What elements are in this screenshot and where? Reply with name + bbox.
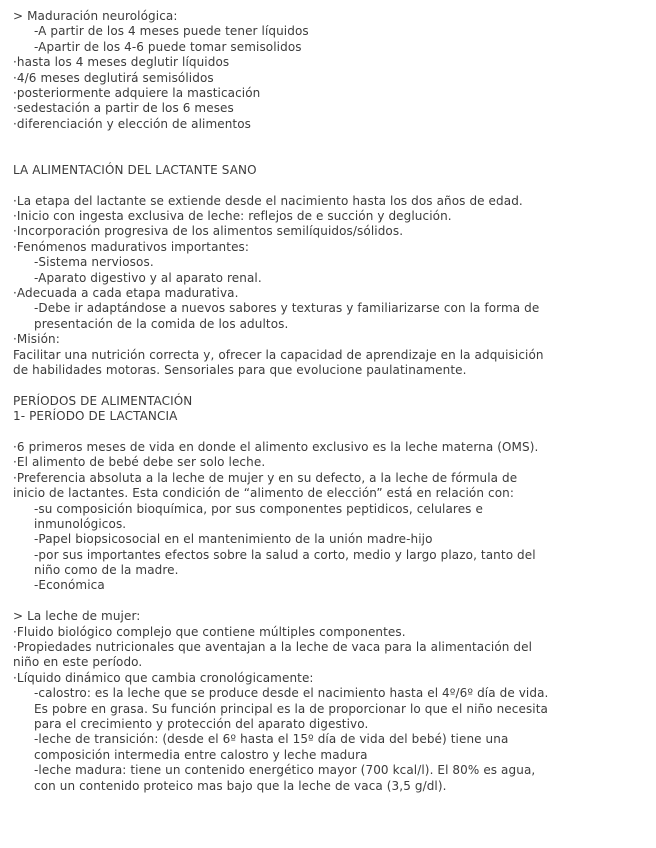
text-line: -A partir de los 4 meses puede tener líquidos xyxy=(34,24,309,39)
text-line: ·Adecuada a cada etapa madurativa. xyxy=(13,286,239,301)
text-line: -calostro: es la leche que se produce desde el nacimiento hasta el 4º/6º día de vida. xyxy=(34,686,549,701)
text-line: inicio de lactantes. Esta condición de “alimento de elección” está en relación con: xyxy=(13,486,514,501)
text-line: -Económica xyxy=(34,578,105,593)
text-line: ·posteriormente adquiere la masticación xyxy=(13,85,261,100)
text-line: ·El alimento de bebé debe ser solo leche. xyxy=(13,455,266,470)
text-line: > La leche de mujer: xyxy=(13,609,141,624)
text-line: -leche madura: tiene un contenido energético mayor (700 kcal/l). El 80% es agua, xyxy=(34,763,536,778)
text-line: ·4/6 meses deglutirá semisólidos xyxy=(13,70,214,85)
text-line: ·Inicio con ingesta exclusiva de leche: reflejos de e succión y deglución. xyxy=(13,209,452,224)
text-line: > Maduración neurológica: xyxy=(13,9,178,23)
text-line: niño en este período. xyxy=(13,655,143,670)
blank-line xyxy=(13,132,646,147)
text-line: ·La etapa del lactante se extiende desde el nacimiento hasta los dos años de edad. xyxy=(13,193,523,208)
document-body xyxy=(13,9,646,794)
text-line: ·Preferencia absoluta a la leche de mujer y en su defecto, a la leche de fórmula de xyxy=(13,470,518,485)
text-line: ·Misión: xyxy=(13,332,60,347)
text-line: -por sus importantes efectos sobre la salud a corto, medio y largo plazo, tanto del xyxy=(34,547,536,562)
blank-line xyxy=(13,148,646,163)
text-line: ·Líquido dinámico que cambia cronológicamente: xyxy=(13,670,314,685)
text-line: ·Propiedades nutricionales que aventajan a la leche de vaca para la alimentación del xyxy=(13,640,533,655)
text-line: Facilitar una nutrición correcta y, ofrecer la capacidad de aprendizaje en la adquisición xyxy=(13,347,544,362)
text-line: ·Incorporación progresiva de los alimentos semilíquidos/sólidos. xyxy=(13,224,404,239)
text-line: 1- PERÍODO DE LACTANCIA xyxy=(13,409,178,424)
text-line: ·Fenómenos madurativos importantes: xyxy=(13,239,250,254)
text-line: para el crecimiento y protección del aparato digestivo. xyxy=(34,716,369,731)
text-line: -Sistema nerviosos. xyxy=(34,255,154,270)
text-line: ·Fluido biológico complejo que contiene múltiples componentes. xyxy=(13,624,406,639)
text-line: -leche de transición: (desde el 6º hasta el 15º día de vida del bebé) tiene una xyxy=(34,732,509,747)
text-line: niño como de la madre. xyxy=(34,563,179,578)
text-line: -Debe ir adaptándose a nuevos sabores y texturas y familiarizarse con la forma de xyxy=(34,301,540,316)
text-line: -su composición bioquímica, por sus componentes peptidicos, celulares e xyxy=(34,501,483,516)
text-line: inmunológicos. xyxy=(34,516,127,531)
text-line: ·hasta los 4 meses deglutir líquidos xyxy=(13,55,230,70)
text-line: presentación de la comida de los adultos. xyxy=(34,316,289,331)
text-line: -Papel biopsicosocial en el mantenimiento de la unión madre-hijo xyxy=(34,532,433,547)
text-line: LA ALIMENTACIÓN DEL LACTANTE SANO xyxy=(13,162,257,177)
blank-line xyxy=(13,178,646,193)
text-line: ·6 primeros meses de vida en donde el alimento exclusivo es la leche materna (OMS). xyxy=(13,439,539,454)
text-line: con un contenido proteico mas bajo que la leche de vaca (3,5 g/dl). xyxy=(34,778,447,793)
text-line: de habilidades motoras. Sensoriales para que evolucione paulatinamente. xyxy=(13,362,467,377)
text-line: composición intermedia entre calostro y leche madura xyxy=(34,747,368,762)
text-line: -Apartir de los 4-6 puede tomar semisolidos xyxy=(34,39,302,54)
text-line: ·sedestación a partir de los 6 meses xyxy=(13,101,234,116)
text-line: PERÍODOS DE ALIMENTACIÓN xyxy=(13,393,193,408)
blank-line xyxy=(13,594,646,609)
text-line: Es pobre en grasa. Su función principal es la de proporcionar lo que el niño necesita xyxy=(34,701,548,716)
text-line: -Aparato digestivo y al aparato renal. xyxy=(34,270,262,285)
blank-line xyxy=(13,378,646,393)
text-line: ·diferenciación y elección de alimentos xyxy=(13,116,252,131)
blank-line xyxy=(13,425,646,440)
